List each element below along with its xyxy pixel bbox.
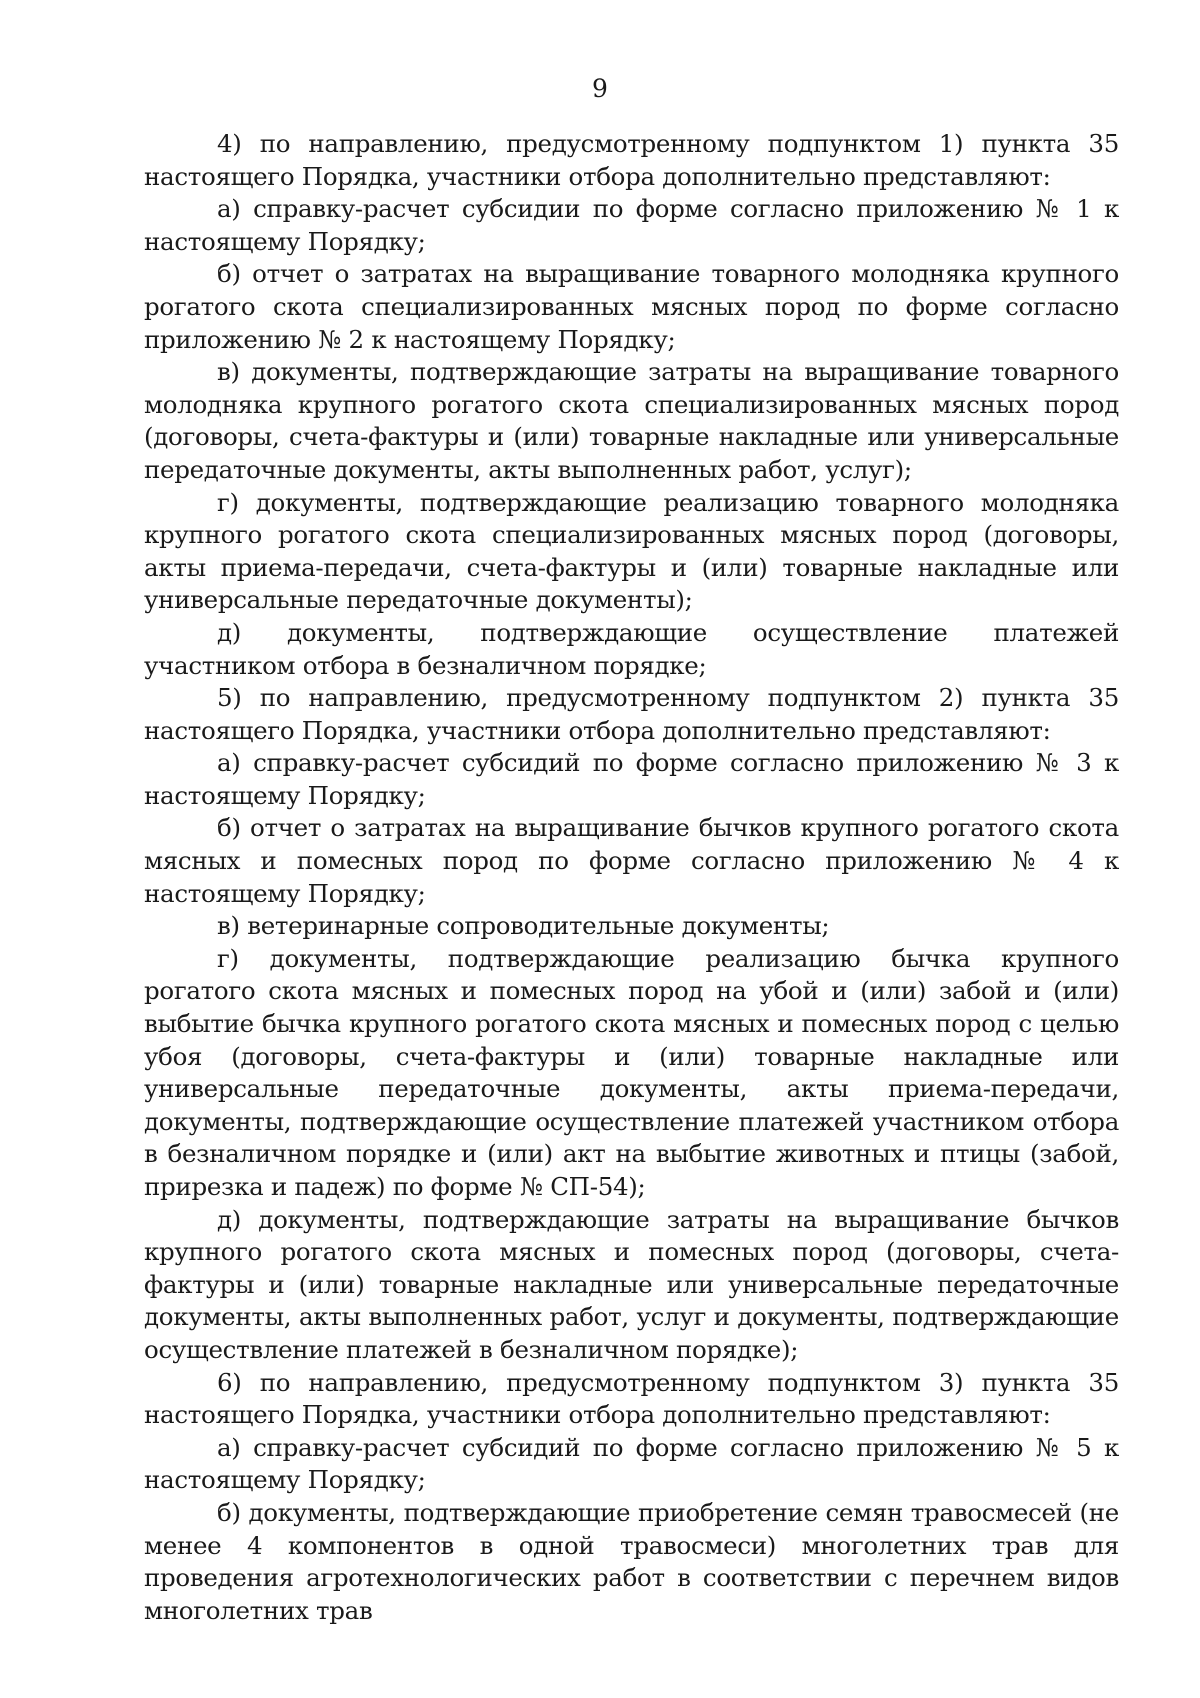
paragraph-item-5b: б) отчет о затратах на выращивание бычков крупного рогатого скота мясных и помесных пород по форме согласно приложению № 4 к настоящему Порядку; — [144, 813, 1119, 908]
document-body — [144, 128, 1119, 1627]
paragraph-item-5v: в) ветеринарные сопроводительные документы; — [217, 911, 830, 941]
paragraph-item-4g: г) документы, подтверждающие реализацию товарного молодняка крупного рогатого скота специализированных мясных пород (договоры, акты приема-передачи, счета-фактуры и (или) товарные накладные или универсальные передаточные документы); — [144, 487, 1119, 615]
paragraph-item-4a: а) справку-расчет субсидии по форме согласно приложению № 1 к настоящему Порядку; — [144, 194, 1119, 256]
paragraph-item-6: 6) по направлению, предусмотренному подпунктом 3) пункта 35 настоящего Порядка, участники отбора дополнительно представляют: — [144, 1367, 1119, 1430]
paragraph-item-5: 5) по направлению, предусмотренному подпунктом 2) пункта 35 настоящего Порядка, участники отбора дополнительно представляют: — [144, 683, 1119, 745]
paragraph-item-4: 4) по направлению, предусмотренному подпунктом 1) пункта 35 настоящего Порядка, участники отбора дополнительно представляют: — [144, 129, 1119, 191]
page-number: 9 — [592, 74, 608, 103]
paragraph-item-5d: д) документы, подтверждающие затраты на выращивание бычков крупного рогатого скота мясных и помесных пород (договоры, счета-фактуры и (или) товарные накладные или универсальные передаточные документы, акты выполненных работ, услуг и документы, подтверждающие осуществление платежей в безналичном порядке); — [144, 1204, 1119, 1364]
paragraph-item-5g: г) документы, подтверждающие реализацию бычка крупного рогатого скота мясных и помесных пород на убой и (или) забой и (или) выбытие бычка крупного рогатого скота мясных и помесных пород с целью убоя (договоры, счета-фактуры и (или) товарные накладные или универсальные передаточные документы, акты приема-передачи, документы, подтверждающие осуществление платежей участником отбора в безналичном порядке и (или) акт на выбытие животных и птицы (забой, прирезка и падеж) по форме № СП-54); — [144, 943, 1119, 1201]
paragraph-item-6a: а) справку-расчет субсидий по форме согласно приложению № 5 к настоящему Порядку; — [144, 1432, 1119, 1495]
paragraph-item-4b: б) отчет о затратах на выращивание товарного молодняка крупного рогатого скота специализированных мясных пород по форме согласно приложению № 2 к настоящему Порядку; — [144, 259, 1119, 354]
paragraph-item-6b: б) документы, подтверждающие приобретение семян травосмесей (не менее 4 компонентов в одной травосмеси) многолетних трав для проведения агротехнологических работ в соответствии с перечнем видов многолетних трав — [144, 1497, 1119, 1625]
paragraph-item-4v: в) документы, подтверждающие затраты на выращивание товарного молодняка крупного рогатого скота специализированных мясных пород (договоры, счета-фактуры и (или) товарные накладные или универсальные передаточные документы, акты выполненных работ, услуг); — [144, 357, 1119, 484]
paragraph-item-4d: д) документы, подтверждающие осуществление платежей участником отбора в безналичном порядке; — [144, 617, 1119, 680]
paragraph-item-5a: а) справку-расчет субсидий по форме согласно приложению № 3 к настоящему Порядку; — [144, 748, 1119, 810]
